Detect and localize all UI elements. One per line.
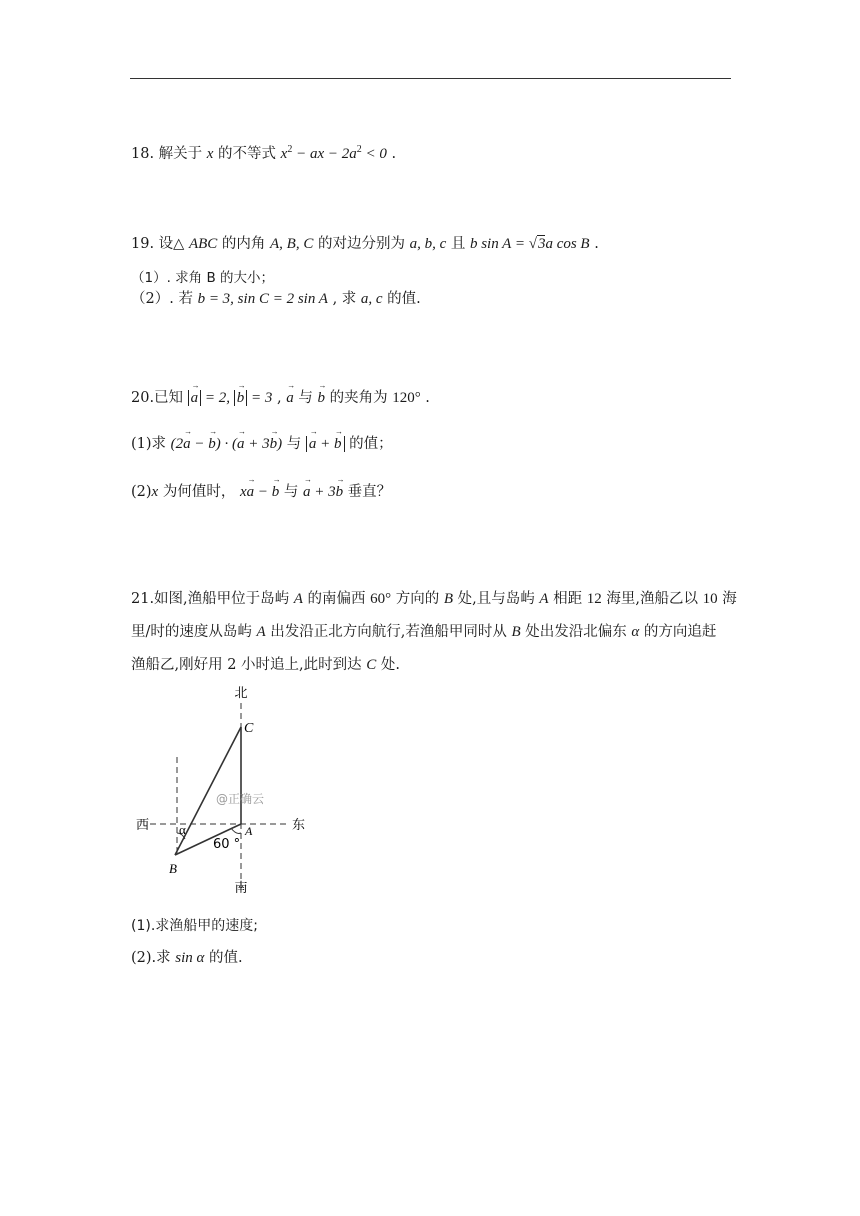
question-18: 18. 解关于 x 的不等式 $x^2$ − ax − $2a^2 < 0$ . <box>131 144 397 162</box>
question-21-part-1: (1).求渔船甲的速度; <box>131 918 258 934</box>
question-20-part-1: (1)求 (2→ a − → b) · (→ a + 3→ b) 与 → a + → b 的值； <box>131 432 393 453</box>
question-19-part-1: （1）. 求角 B 的大小； <box>131 270 275 286</box>
west-label: 西 <box>136 818 150 833</box>
east-label: 东 <box>292 818 306 833</box>
watermark: @正确云 <box>216 792 265 806</box>
header-rule <box>130 78 731 79</box>
question-19: 19. 设△ ABC 的内角 A, B, C 的对边分别为 a, b, c 且 b sin A = √3a cos B . <box>131 236 599 252</box>
point-a-label: A <box>245 824 253 838</box>
question-21-line-2: 里/时的速度从岛屿 A 出发沿正北方向航行,若渔船甲同时从 B 处出发沿北偏东 α 的方向追赶 <box>131 624 717 640</box>
question-21-line-1: 21.如图,渔船甲位于岛屿 A 的南偏西 60° 方向的 B 处,且与岛屿 A 相距 12 海里,渔船乙以 10 海 <box>131 591 737 607</box>
south-label: 南 <box>234 881 248 896</box>
question-19-part-2: （2）. 若 b = 3, sin C = 2 sin A , 求 a, c 的值. <box>131 291 421 307</box>
question-21-part-2: (2).求 sin α 的值. <box>131 950 243 966</box>
north-label: 北 <box>234 686 248 701</box>
question-20-part-2: (2)x 为何值时， x→ a − → b 与 → a + 3→ b 垂直？ <box>131 480 391 501</box>
sixty-degree-label: 60 ° <box>213 837 241 852</box>
alpha-label: α <box>179 822 186 837</box>
point-b-label: B <box>169 861 177 876</box>
point-c-label: C <box>244 721 254 736</box>
navigation-diagram <box>128 683 318 898</box>
question-21-line-3: 渔船乙,刚好用 2 小时追上,此时到达 C 处. <box>131 657 401 673</box>
question-20: 20.已知 → a = 2, → b = 3 , → a 与 → b 的夹角为 120° . <box>131 386 430 407</box>
